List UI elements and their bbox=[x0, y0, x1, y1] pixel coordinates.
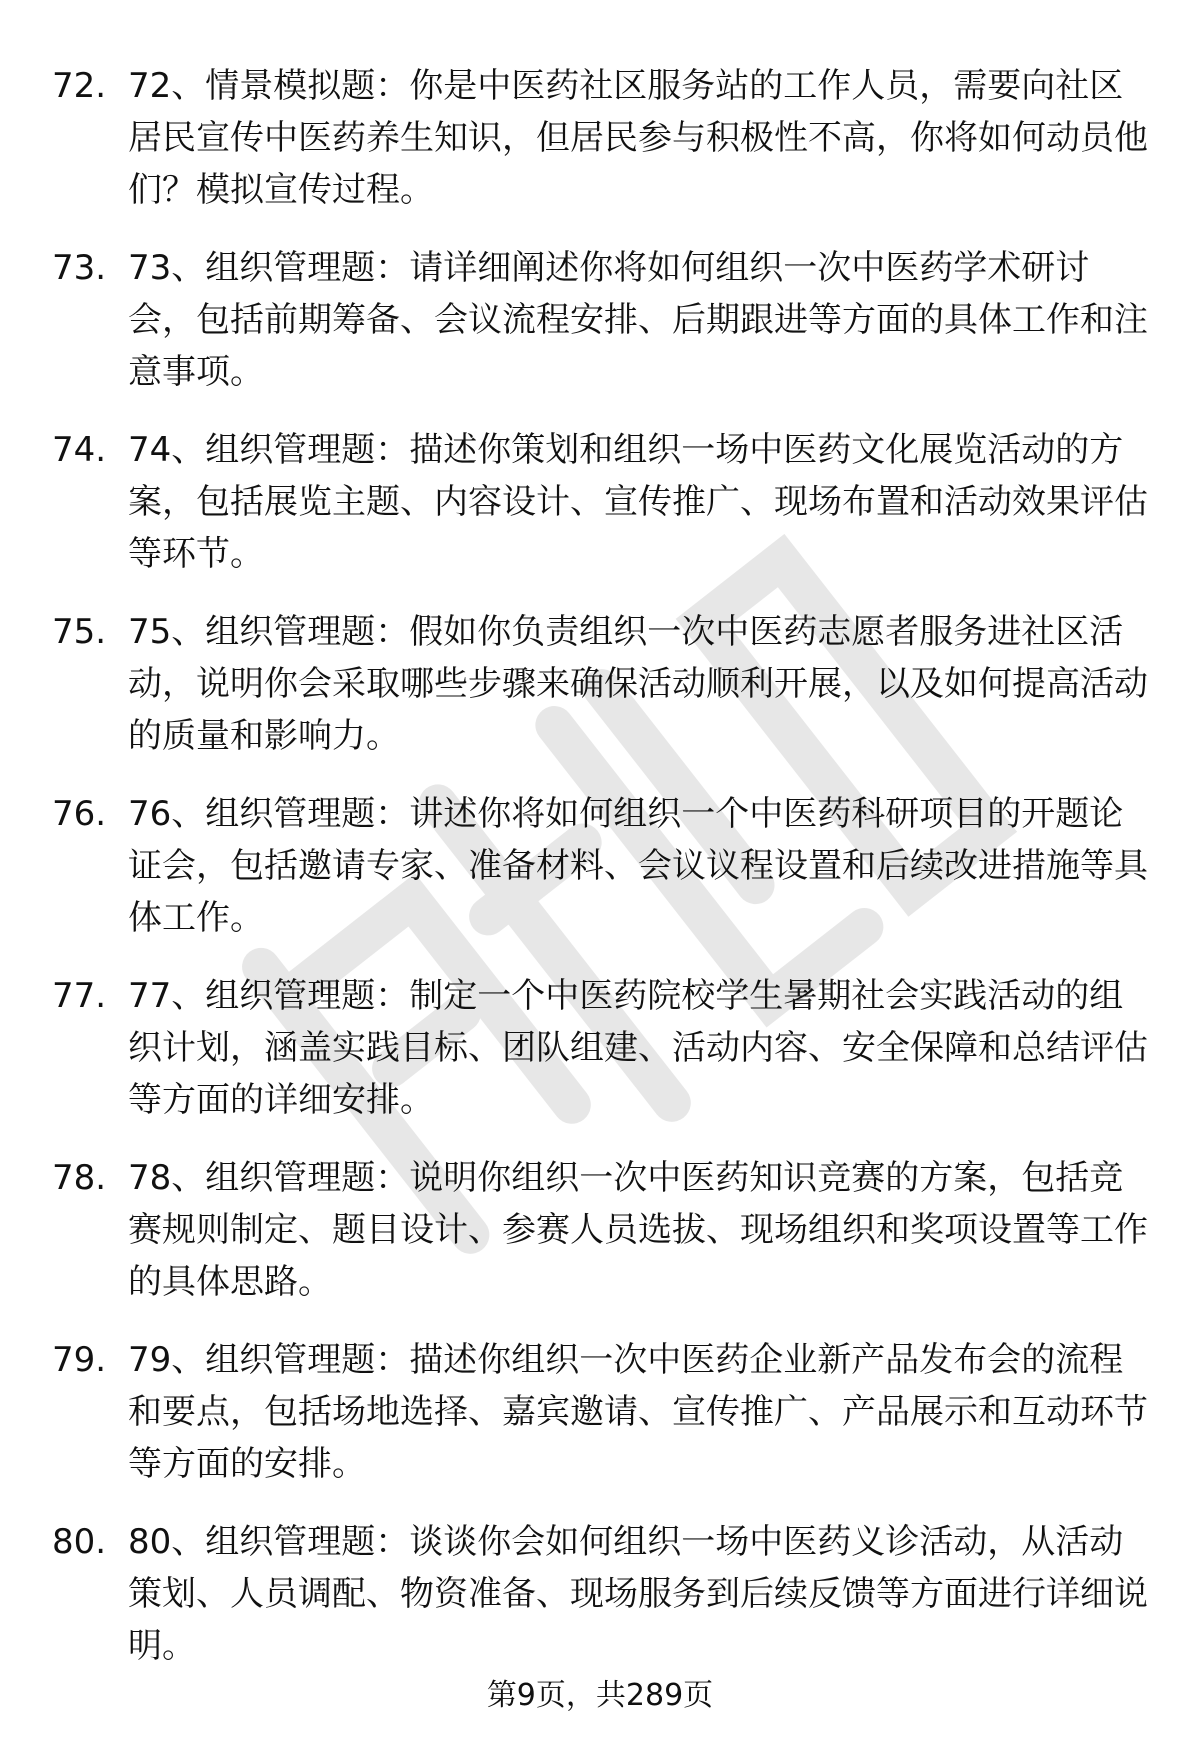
question-item bbox=[0, 424, 1200, 606]
question-number: 73. bbox=[52, 248, 107, 288]
question-text: 74、组织管理题：描述你策划和组织一场中医药文化展览活动的方案，包括展览主题、内容设计、宣传推广、现场布置和活动效果评估等环节。 bbox=[128, 430, 1148, 574]
question-number: 75. bbox=[52, 612, 107, 652]
question-number: 77. bbox=[52, 976, 107, 1016]
question-number: 79. bbox=[52, 1340, 107, 1380]
question-item bbox=[0, 788, 1200, 970]
question-item bbox=[0, 242, 1200, 424]
question-text: 76、组织管理题：讲述你将如何组织一个中医药科研项目的开题论证会，包括邀请专家、准备材料、会议议程设置和后续改进措施等具体工作。 bbox=[128, 794, 1148, 938]
question-text: 78、组织管理题：说明你组织一次中医药知识竞赛的方案，包括竞赛规则制定、题目设计、参赛人员选拔、现场组织和奖项设置等工作的具体思路。 bbox=[128, 1158, 1148, 1302]
question-item bbox=[0, 1152, 1200, 1334]
question-item bbox=[0, 1334, 1200, 1516]
question-text: 73、组织管理题：请详细阐述你将如何组织一次中医药学术研讨会，包括前期筹备、会议流程安排、后期跟进等方面的具体工作和注意事项。 bbox=[128, 248, 1148, 392]
question-number: 74. bbox=[52, 430, 107, 470]
question-number: 78. bbox=[52, 1158, 107, 1198]
question-number: 76. bbox=[52, 794, 107, 834]
question-number: 80. bbox=[52, 1522, 107, 1562]
question-text: 77、组织管理题：制定一个中医药院校学生暑期社会实践活动的组织计划，涵盖实践目标、团队组建、活动内容、安全保障和总结评估等方面的详细安排。 bbox=[128, 976, 1148, 1120]
page-footer: 第9页，共289页 bbox=[486, 1678, 714, 1713]
question-item bbox=[0, 1516, 1200, 1698]
question-text: 80、组织管理题：谈谈你会如何组织一场中医药义诊活动，从活动策划、人员调配、物资准备、现场服务到后续反馈等方面进行详细说明。 bbox=[128, 1522, 1148, 1666]
question-text: 75、组织管理题：假如你负责组织一次中医药志愿者服务进社区活动，说明你会采取哪些步骤来确保活动顺利开展，以及如何提高活动的质量和影响力。 bbox=[128, 612, 1148, 756]
question-item bbox=[0, 606, 1200, 788]
question-number: 72. bbox=[52, 66, 107, 106]
question-list bbox=[0, 60, 1200, 1698]
question-text: 72、情景模拟题：你是中医药社区服务站的工作人员，需要向社区居民宣传中医药养生知识，但居民参与积极性不高，你将如何动员他们？模拟宣传过程。 bbox=[128, 66, 1148, 210]
question-text: 79、组织管理题：描述你组织一次中医药企业新产品发布会的流程和要点，包括场地选择、嘉宾邀请、宣传推广、产品展示和互动环节等方面的安排。 bbox=[128, 1340, 1148, 1484]
question-item bbox=[0, 60, 1200, 242]
question-item bbox=[0, 970, 1200, 1152]
